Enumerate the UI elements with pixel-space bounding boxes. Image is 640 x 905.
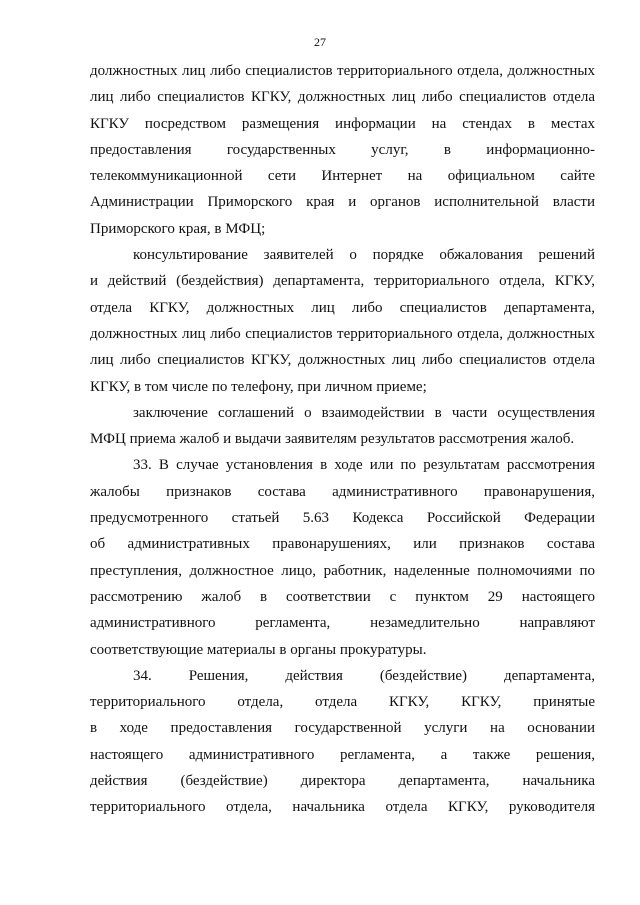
text-line: Приморского края, в МФЦ; xyxy=(90,220,266,237)
text-line: заключение соглашений о взаимодействии в части осуществления xyxy=(133,404,595,421)
text-line: должностных лиц либо специалистов территориального отдела, должностных xyxy=(90,63,595,79)
page-number: 27 xyxy=(314,35,326,49)
paragraph-item-34 xyxy=(90,663,595,821)
text-line: телекоммуникационной сети Интернет на официальном сайте xyxy=(90,168,595,185)
paragraph-item-33 xyxy=(90,452,595,662)
text-line: предоставления государственных услуг, в информационно- xyxy=(90,141,595,158)
text-line: об административных правонарушениях, или признаков состава xyxy=(90,536,595,553)
text-line: 34. Решения, действия (бездействие) департамента, xyxy=(133,667,595,684)
text-line: лиц либо специалистов КГКУ, должностных лиц либо специалистов отдела xyxy=(90,89,595,106)
text-line: административного регламента, незамедлительно направляют xyxy=(90,615,595,632)
text-line: должностных лиц либо специалистов территориального отдела, должностных xyxy=(90,325,595,342)
text-line: предусмотренного статьей 5.63 Кодекса Российской Федерации xyxy=(90,510,595,527)
text-line: жалобы признаков состава административного правонарушения, xyxy=(90,483,595,500)
text-line: Администрации Приморского края и органов исполнительной власти xyxy=(90,194,595,211)
text-line: территориального отдела, начальника отдела КГКУ, руководителя xyxy=(90,799,595,816)
text-line: КГКУ посредством размещения информации на стендах в местах xyxy=(90,115,595,132)
text-line: в ходе предоставления государственной услуги на основании xyxy=(90,720,595,737)
text-line: рассмотрению жалоб в соответствии с пунктом 29 настоящего xyxy=(90,588,595,605)
text-line: 33. В случае установления в ходе или по результатам рассмотрения xyxy=(133,457,595,474)
text-line: соответствующие материалы в органы прокуратуры. xyxy=(90,641,427,658)
text-line: консультирование заявителей о порядке обжалования решений xyxy=(133,247,595,264)
text-line: действия (бездействие) директора департамента, начальника xyxy=(90,773,595,790)
text-line: МФЦ приема жалоб и выдачи заявителям результатов рассмотрения жалоб. xyxy=(90,431,575,448)
paragraph-agreements xyxy=(90,400,595,453)
document-body xyxy=(90,58,595,821)
text-line: КГКУ, в том числе по телефону, при личном приеме; xyxy=(90,378,427,395)
paragraph-continuation xyxy=(90,58,595,242)
text-line: настоящего административного регламента, а также решения, xyxy=(90,746,595,763)
text-line: отдела КГКУ, должностных лиц либо специалистов департамента, xyxy=(90,299,595,316)
text-line: преступления, должностное лицо, работник, наделенные полномочиями по xyxy=(90,562,595,579)
paragraph-consulting xyxy=(90,242,595,400)
text-line: территориального отдела, отдела КГКУ, КГКУ, принятые xyxy=(90,694,595,711)
text-line: лиц либо специалистов КГКУ, должностных лиц либо специалистов отдела xyxy=(90,352,595,369)
text-line: и действий (бездействия) департамента, территориального отдела, КГКУ, xyxy=(90,273,595,290)
